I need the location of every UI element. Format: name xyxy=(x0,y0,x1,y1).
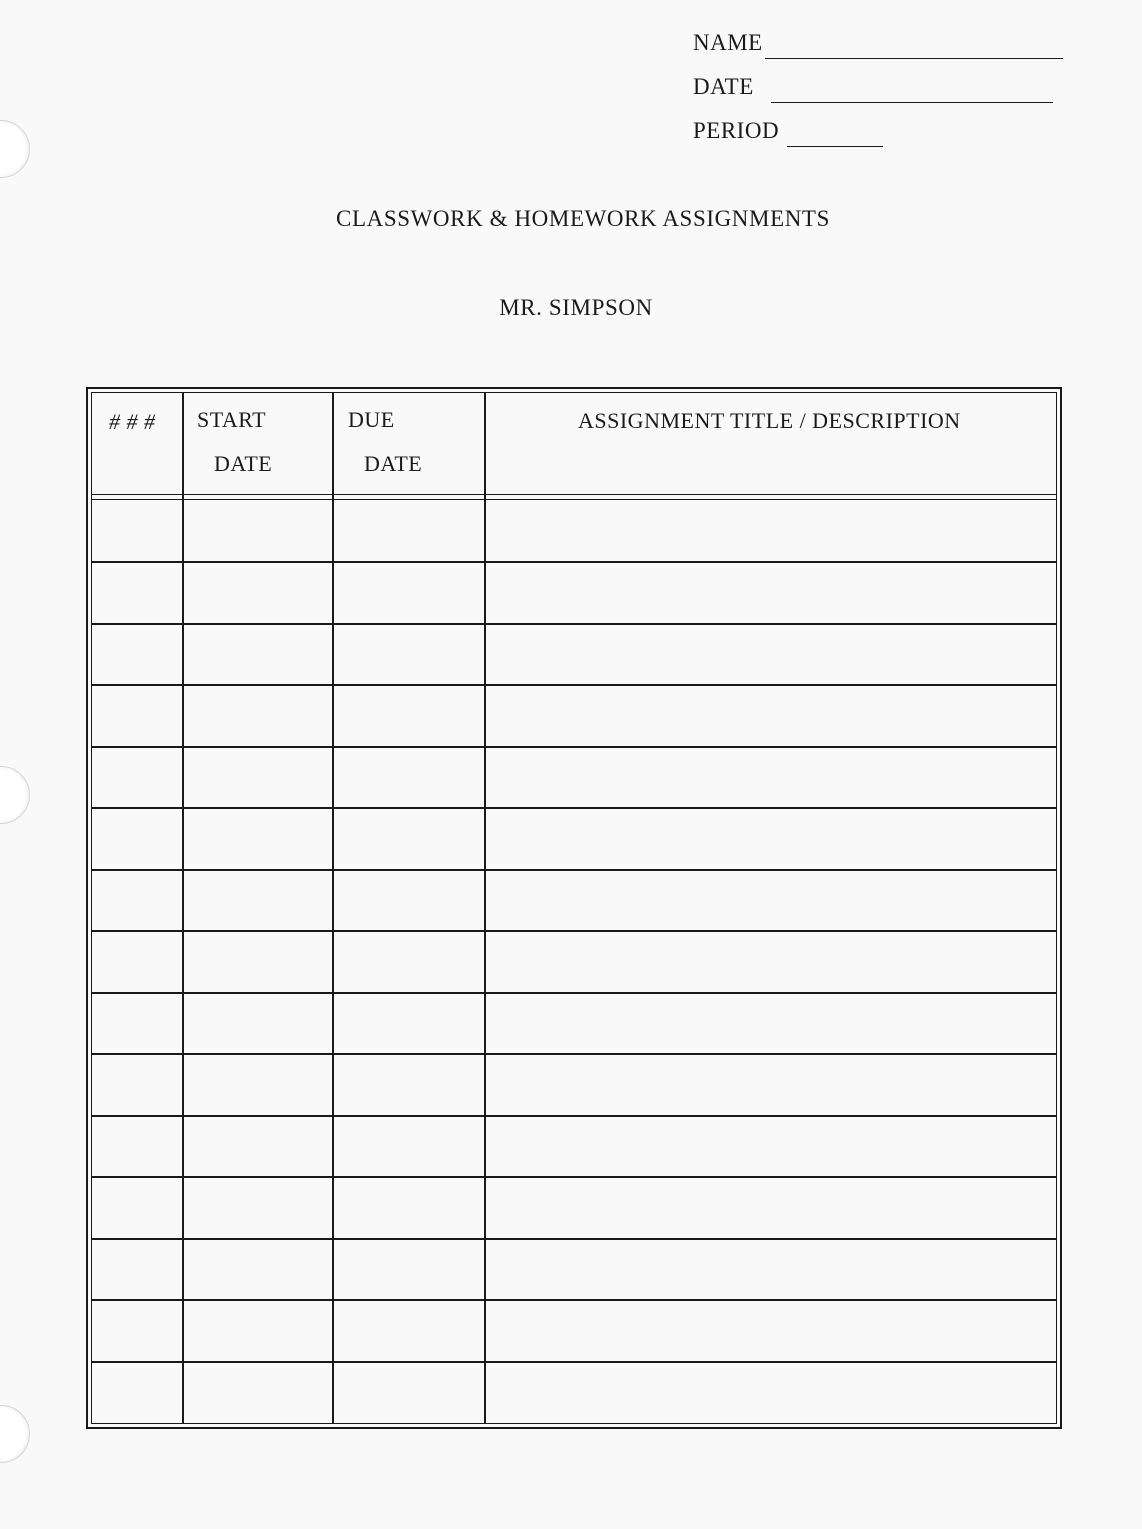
teacher-name: MR. SIMPSON xyxy=(499,295,653,320)
table-row[interactable] xyxy=(92,623,1056,684)
table-row[interactable] xyxy=(92,1238,1056,1299)
period-label: PERIOD xyxy=(693,118,780,143)
assignment-table-inner xyxy=(91,392,1057,1424)
column-header-number: # # # xyxy=(109,409,156,434)
table-row[interactable] xyxy=(92,807,1056,868)
column-header-assignment: ASSIGNMENT TITLE / DESCRIPTION xyxy=(578,408,961,433)
date-field[interactable] xyxy=(693,74,754,100)
column-header-start-date: DATE xyxy=(214,451,273,476)
period-blank-line[interactable] xyxy=(787,146,883,147)
binder-hole-middle xyxy=(0,766,30,824)
binder-hole-bottom xyxy=(0,1405,30,1463)
table-row[interactable] xyxy=(92,746,1056,807)
table-row[interactable] xyxy=(92,930,1056,991)
table-row[interactable] xyxy=(92,992,1056,1053)
column-header-due: DUE xyxy=(348,407,395,432)
period-field[interactable] xyxy=(693,118,779,144)
name-label: NAME xyxy=(693,30,763,55)
column-header-start: START xyxy=(197,407,267,432)
table-row[interactable] xyxy=(92,1361,1056,1422)
assignment-table xyxy=(86,387,1062,1429)
table-row[interactable] xyxy=(92,500,1056,561)
table-row[interactable] xyxy=(92,869,1056,930)
date-blank-line[interactable] xyxy=(771,102,1053,103)
table-row[interactable] xyxy=(92,684,1056,745)
name-blank-line[interactable] xyxy=(765,58,1063,59)
table-row[interactable] xyxy=(92,561,1056,622)
name-field[interactable] xyxy=(693,30,763,56)
date-label: DATE xyxy=(693,74,754,99)
table-row[interactable] xyxy=(92,1299,1056,1360)
table-row[interactable] xyxy=(92,1053,1056,1114)
table-row[interactable] xyxy=(92,1176,1056,1237)
column-header-due-date: DATE xyxy=(364,451,423,476)
binder-hole-top xyxy=(0,120,30,178)
page-title: CLASSWORK & HOMEWORK ASSIGNMENTS xyxy=(336,206,830,231)
table-row[interactable] xyxy=(92,1115,1056,1176)
